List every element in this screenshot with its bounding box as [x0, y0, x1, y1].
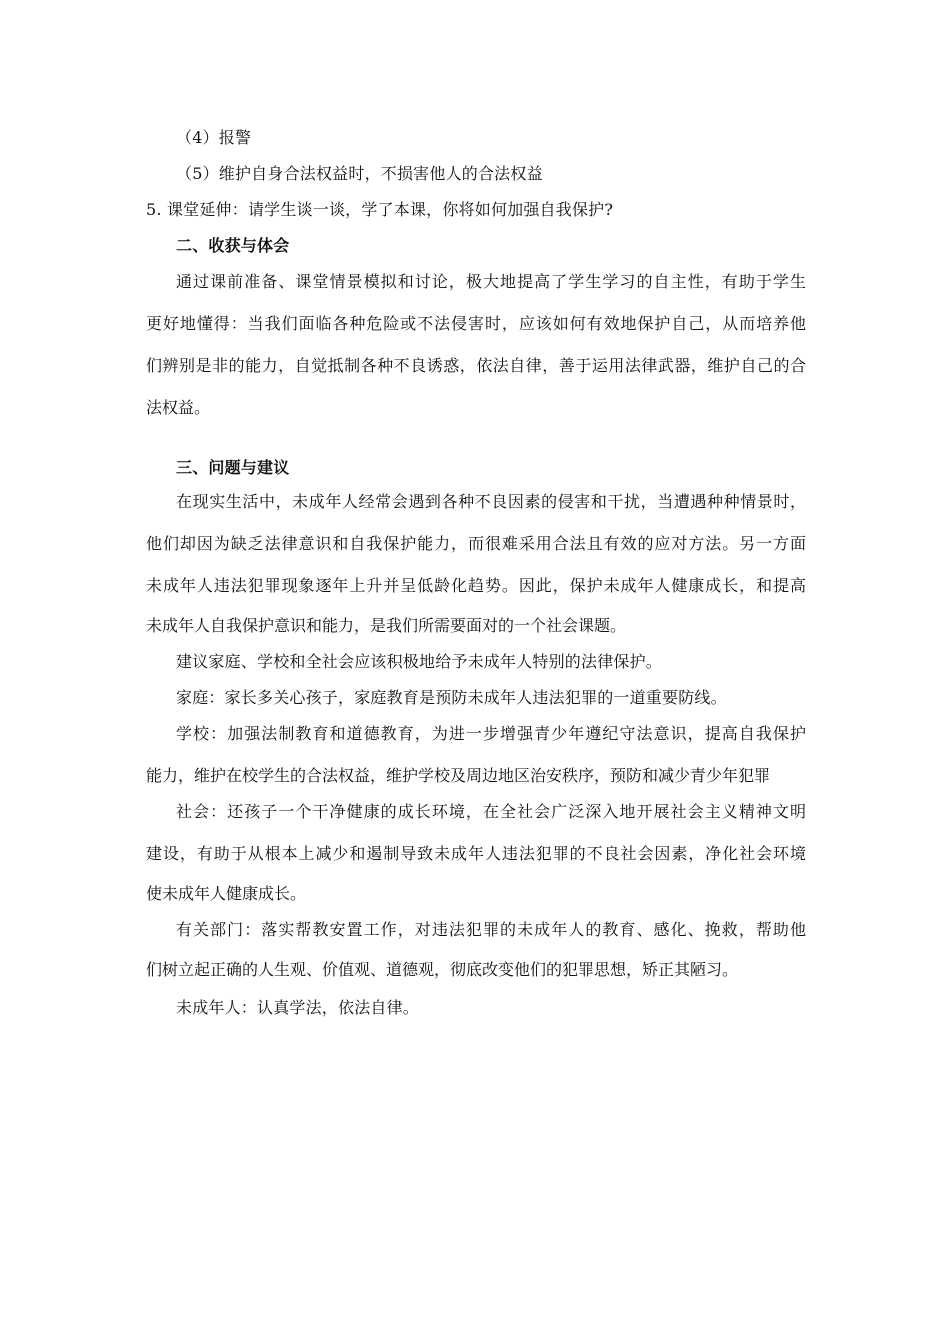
school-suggestion: 学校：加强法制教育和道德教育，为进一步增强青少年遵纪守法意识，提高自我保护 — [176, 724, 806, 743]
family-suggestion: 家庭：家长多关心孩子，家庭教育是预防未成年人违法犯罪的一道重要防线。 — [176, 688, 727, 707]
list-item-4: （4）报警 — [176, 128, 252, 147]
paragraph-line: 未成年人自我保护意识和能力，是我们所需要面对的一个社会课题。 — [146, 616, 627, 635]
section-heading-gains: 二、收获与体会 — [176, 236, 290, 255]
list-item-5: （5）维护自身合法权益时，不损害他人的合法权益 — [176, 164, 543, 183]
paragraph-line: 他们却因为缺乏法律意识和自我保护能力，而很难采用合法且有效的应对方法。另一方面 — [146, 534, 806, 553]
departments-suggestion: 有关部门：落实帮教安置工作，对违法犯罪的未成年人的教育、感化、挽救，帮助他 — [176, 920, 806, 939]
paragraph-line: 更好地懂得：当我们面临各种危险或不法侵害时，应该如何有效地保护自己，从而培养他 — [146, 314, 806, 333]
paragraph-line: 通过课前准备、课堂情景模拟和讨论，极大地提高了学生学习的自主性，有助于学生 — [176, 272, 806, 291]
minors-suggestion: 未成年人：认真学法，依法自律。 — [176, 998, 420, 1017]
departments-suggestion: 们树立起正确的人生观、价值观、道德观，彻底改变他们的犯罪思想，矫正其陋习。 — [146, 960, 739, 979]
suggestion-line: 建议家庭、学校和全社会应该积极地给予未成年人特别的法律保护。 — [176, 652, 663, 671]
society-suggestion: 使未成年人健康成长。 — [146, 884, 307, 903]
paragraph-line: 在现实生活中，未成年人经常会遇到各种不良因素的侵害和干扰，当遭遇种种情景时， — [176, 492, 806, 511]
paragraph-line: 们辨别是非的能力，自觉抵制各种不良诱惑，依法自律，善于运用法律武器，维护自己的合 — [146, 356, 806, 375]
society-suggestion: 建设，有助于从根本上减少和遏制导致未成年人违法犯罪的不良社会因素，净化社会环境 — [146, 844, 806, 863]
classroom-extension: 5. 课堂延伸：请学生谈一谈，学了本课，你将如何加强自我保护? — [146, 200, 614, 219]
school-suggestion: 能力，维护在校学生的合法权益，维护学校及周边地区治安秩序，预防和减少青少年犯罪 — [146, 766, 771, 785]
paragraph-line: 法权益。 — [146, 398, 211, 417]
society-suggestion: 社会：还孩子一个干净健康的成长环境，在全社会广泛深入地开展社会主义精神文明 — [176, 802, 806, 821]
section-heading-problems: 三、问题与建议 — [176, 458, 290, 477]
paragraph-line: 未成年人违法犯罪现象逐年上升并呈低龄化趋势。因此，保护未成年人健康成长，和提高 — [146, 576, 806, 595]
